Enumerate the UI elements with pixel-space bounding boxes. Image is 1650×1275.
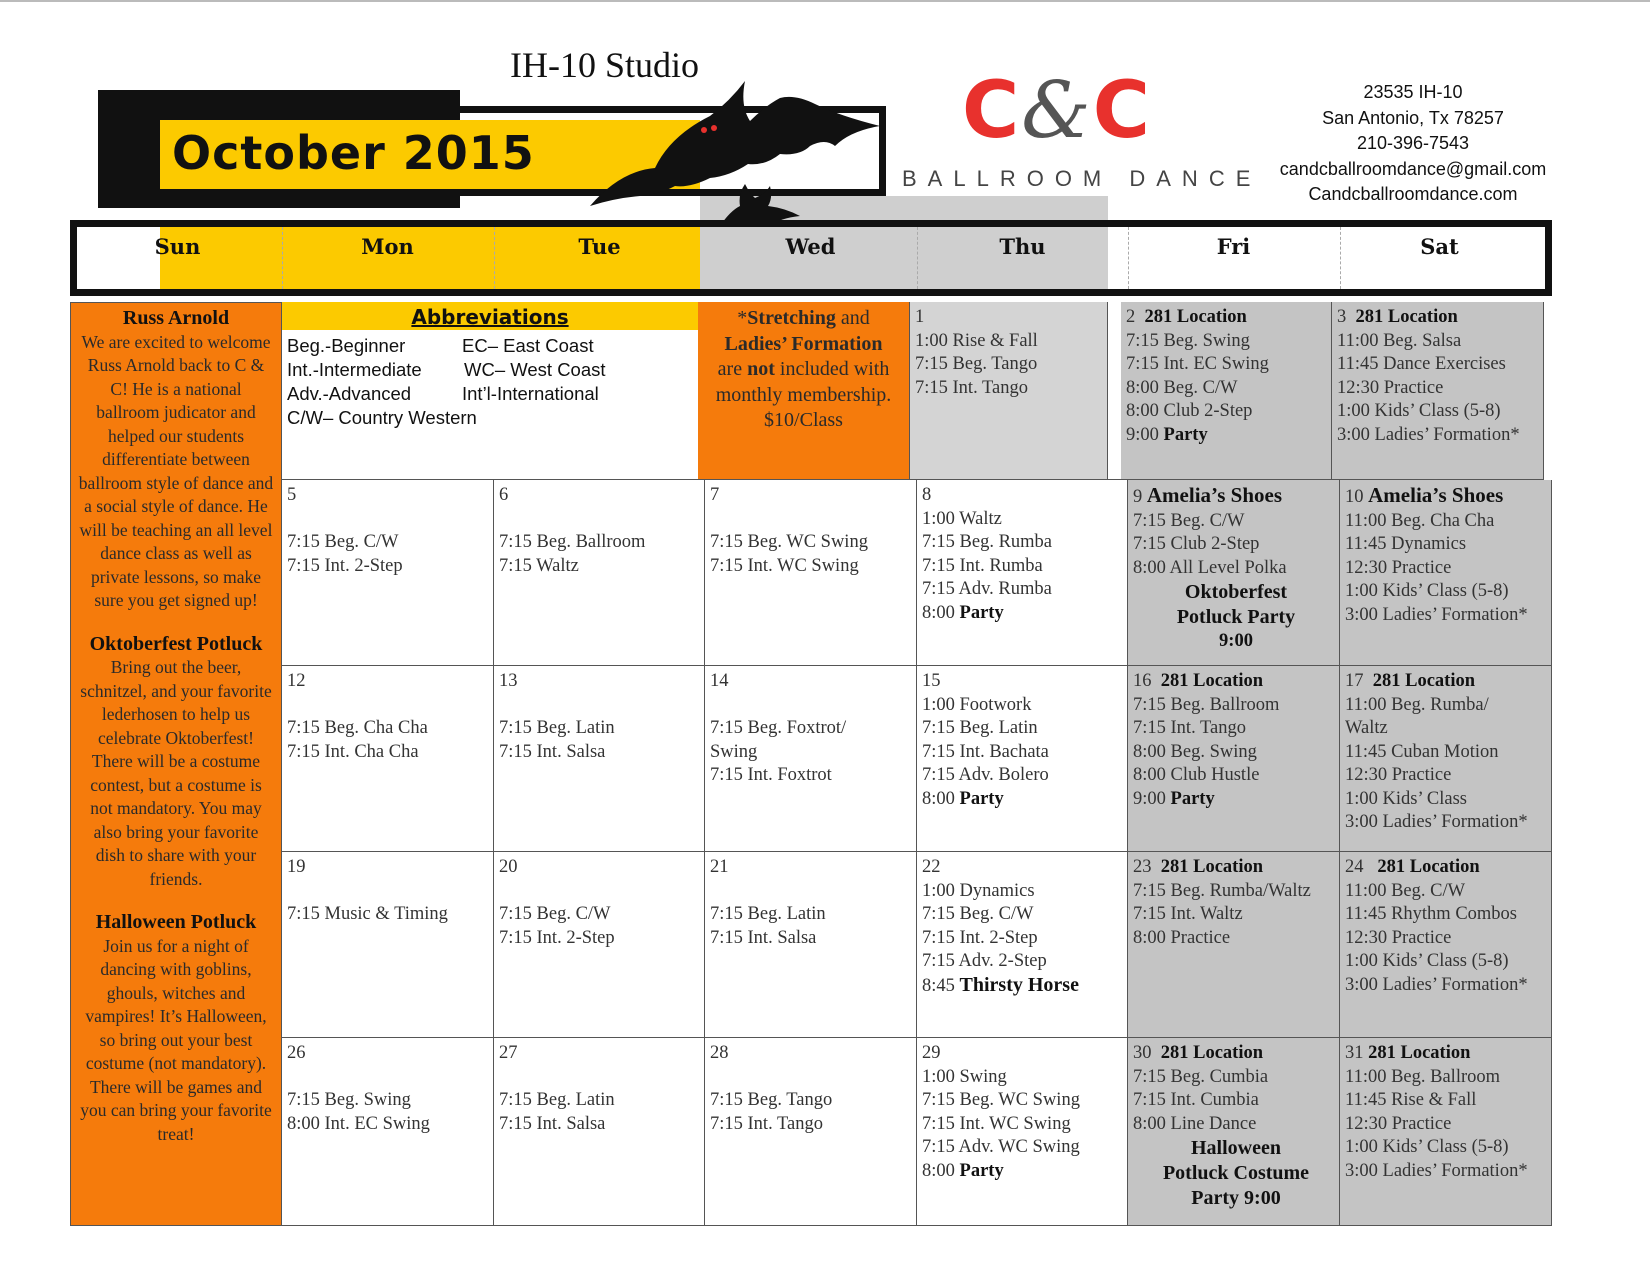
day-number: 20 <box>499 857 518 877</box>
class-line: 11:45 Rise & Fall <box>1345 1090 1477 1110</box>
month-title: October 2015 <box>172 126 535 180</box>
day-cell-12[interactable] <box>282 666 494 852</box>
russ-arnold-text: We are excited to welcome Russ Arnold back to C & C! He is a national ballroom judicator and helped our students differentiate between ballroom style of dance and a social style of dance. He will be teaching an all level dance class as well as private lessons, so make sure you get signed up! <box>78 331 274 610</box>
event-title: Oktoberfest <box>1184 581 1288 603</box>
announcements-sidebar <box>70 302 282 1226</box>
class-line: 7:15 Beg. Swing <box>287 1090 411 1110</box>
party-label: Party <box>959 602 1004 623</box>
day-sun: Sun <box>154 234 201 259</box>
class-line: 7:15 Int. 2-Step <box>287 555 403 576</box>
day-cell-21[interactable] <box>705 852 917 1038</box>
event-time: 9:00 <box>1219 631 1253 651</box>
class-line: 7:15 Adv. WC Swing <box>922 1137 1080 1157</box>
event-subtitle: Potluck Party <box>1176 606 1296 628</box>
class-line: 3:00 Ladies’ Formation* <box>1345 974 1528 995</box>
day-sat: Sat <box>1420 234 1459 259</box>
class-line: 7:15 Beg. Latin <box>710 904 826 924</box>
class-line: 1:00 Waltz <box>922 508 1002 529</box>
contact-info <box>1268 80 1558 208</box>
day-number: 3 <box>1337 307 1347 327</box>
day-cell-30[interactable] <box>1128 1038 1340 1226</box>
class-line: 12:30 Practice <box>1345 765 1452 785</box>
oktoberfest-heading: Oktoberfest Potluck <box>89 632 263 655</box>
event-label: Thirsty Horse <box>959 973 1079 996</box>
location-label: 281 Location <box>1368 1043 1471 1063</box>
class-line: 3:00 Ladies’ Formation* <box>1337 424 1520 445</box>
day-cell-10[interactable] <box>1340 480 1552 666</box>
day-number: 17 <box>1345 671 1364 691</box>
class-line: 7:15 Int. Tango <box>915 377 1028 398</box>
membership-note: *Stretching and Ladies’ Formation are not included with monthly membership. $10/Class <box>698 302 910 480</box>
day-cell-6[interactable] <box>494 480 705 666</box>
email-address[interactable]: candcballroomdance@gmail.com <box>1279 158 1547 179</box>
city-state: San Antonio, Tx 78257 <box>1322 107 1504 128</box>
day-cell-20[interactable] <box>494 852 705 1038</box>
day-cell-15[interactable]: 15 1:00 Footwork 7:15 Beg. Latin 7:15 Int. Bachata 7:15 Adv. Bolero 8:00 Party <box>917 666 1128 852</box>
day-number: 7 <box>710 485 720 505</box>
day-number: 8 <box>922 485 932 505</box>
day-cell-31[interactable] <box>1340 1038 1552 1226</box>
class-line: 3:00 Ladies’ Formation* <box>1345 604 1528 625</box>
class-line: 11:45 Dance Exercises <box>1337 354 1506 374</box>
class-line: 7:15 Int. 2-Step <box>922 927 1038 948</box>
class-line: Waltz <box>1345 718 1388 738</box>
event-time: Party 9:00 <box>1191 1187 1281 1209</box>
day-number: 2 <box>1126 307 1136 327</box>
venue-title: Amelia’s Shoes <box>1368 483 1504 507</box>
venue-title: Amelia’s Shoes <box>1146 483 1283 507</box>
location-label: 281 Location <box>1355 307 1458 327</box>
class-line: 7:15 Int. Tango <box>710 1113 823 1134</box>
event-subtitle: Potluck Costume <box>1162 1162 1310 1184</box>
class-line: 12:30 Practice <box>1337 377 1444 398</box>
class-line: 11:00 Beg. Salsa <box>1337 330 1462 351</box>
day-cell-8[interactable]: 8 1:00 Waltz 7:15 Beg. Rumba 7:15 Int. Rumba 7:15 Adv. Rumba 8:00 Party <box>917 480 1128 666</box>
class-line: 7:15 Int. Salsa <box>499 741 606 762</box>
day-number: 1 <box>915 307 925 327</box>
day-fri: Fri <box>1216 234 1251 259</box>
class-line: 1:00 Kids’ Class (5-8) <box>1345 1137 1509 1157</box>
website[interactable]: Candcballroomdance.com <box>1308 184 1518 204</box>
day-number: 16 <box>1133 671 1152 691</box>
party-label: Party <box>959 1160 1004 1181</box>
class-line: 8:00 Club Hustle <box>1133 765 1260 785</box>
class-line: 1:00 Kids’ Class (5-8) <box>1337 401 1501 421</box>
class-line: 7:15 Int. Rumba <box>922 555 1043 576</box>
class-line: 1:00 Kids’ Class <box>1345 788 1467 809</box>
location-label: 281 Location <box>1160 671 1264 691</box>
class-line: 7:15 Beg. Rumba/Waltz <box>1133 880 1311 901</box>
class-line: 7:15 Int. WC Swing <box>710 555 859 576</box>
day-cell-3[interactable] <box>1332 302 1544 480</box>
day-cell-9[interactable] <box>1128 480 1340 666</box>
class-line: 8:00 Beg. C/W <box>1126 377 1238 398</box>
class-line: 7:15 Beg. Ballroom <box>499 532 646 552</box>
class-line: 7:15 Int. Bachata <box>922 741 1049 762</box>
day-cell-29[interactable]: 29 1:00 Swing 7:15 Beg. WC Swing 7:15 Int. WC Swing 7:15 Adv. WC Swing 8:00 Party <box>917 1038 1128 1226</box>
abbreviations-box <box>282 302 698 480</box>
location-label: 281 Location <box>1144 307 1247 327</box>
location-label: 281 Location <box>1377 857 1480 877</box>
day-cell-2[interactable]: 2 281 Location 7:15 Beg. Swing 7:15 Int. EC Swing 8:00 Beg. C/W 8:00 Club 2-Step 9:00 Party <box>1121 302 1332 480</box>
class-line: 11:00 Beg. Ballroom <box>1345 1066 1501 1087</box>
day-cell-19[interactable] <box>282 852 494 1038</box>
day-number: 5 <box>287 485 297 505</box>
class-line: 1:00 Kids’ Class (5-8) <box>1345 951 1509 971</box>
class-line: 11:45 Cuban Motion <box>1345 741 1499 762</box>
class-line: 12:30 Practice <box>1345 1113 1452 1134</box>
class-line: 7:15 Club 2-Step <box>1133 534 1260 554</box>
class-line: 12:30 Practice <box>1345 927 1452 948</box>
day-cell-13[interactable] <box>494 666 705 852</box>
day-number: 9 <box>1133 487 1143 507</box>
day-number: 29 <box>922 1043 941 1063</box>
class-line: 7:15 Beg. Cha Cha <box>287 718 428 738</box>
class-line: 7:15 Beg. Latin <box>922 718 1038 738</box>
class-line: 7:15 Waltz <box>499 555 579 576</box>
abbr-item: C/W– Country Western <box>287 407 477 428</box>
day-number: 10 <box>1345 487 1364 507</box>
class-line: 7:15 Music & Timing <box>287 904 448 924</box>
class-line: 7:15 Beg. WC Swing <box>710 532 868 552</box>
class-line: 3:00 Ladies’ Formation* <box>1345 812 1528 832</box>
day-number: 26 <box>287 1043 306 1063</box>
day-mon: Mon <box>361 234 414 259</box>
day-wed: Wed <box>785 234 836 259</box>
class-line: 7:15 Int. Cha Cha <box>287 741 419 762</box>
day-tue: Tue <box>578 234 621 259</box>
logo-subtitle: BALLROOM DANCE <box>902 166 1262 191</box>
class-line: 7:15 Beg. C/W <box>287 532 399 552</box>
class-line: 7:15 Beg. Swing <box>1126 330 1250 351</box>
class-line: 7:15 Beg. Cumbia <box>1133 1066 1269 1087</box>
day-number: 6 <box>499 485 509 505</box>
day-cell-27[interactable] <box>494 1038 705 1226</box>
class-line: 7:15 Beg. Rumba <box>922 532 1053 552</box>
class-line: 7:15 Int. EC Swing <box>1126 354 1269 374</box>
party-label: Party <box>1163 424 1208 445</box>
class-line: 7:15 Beg. C/W <box>922 904 1034 924</box>
logo: C&C <box>962 66 1152 156</box>
day-cell-16[interactable]: 16 281 Location 7:15 Beg. Ballroom 7:15 Int. Tango 8:00 Beg. Swing 8:00 Club Hustle 9:00 Party <box>1128 666 1340 852</box>
class-line: 7:15 Beg. WC Swing <box>922 1090 1080 1110</box>
class-line: 7:15 Beg. C/W <box>499 904 611 924</box>
day-cell-28[interactable] <box>705 1038 917 1226</box>
bat-icon <box>580 76 890 236</box>
day-cell-14[interactable] <box>705 666 917 852</box>
oktoberfest-text: Bring out the beer, schnitzel, and your favorite lederhosen to help us celebrate Oktoberfest! There will be a costume contest, but a costume is not mandatory. You may also bring your favorite dish to share with your friends. <box>80 657 272 889</box>
class-line: 12:30 Practice <box>1345 557 1452 578</box>
street-address: 23535 IH-10 <box>1363 82 1463 102</box>
day-cell-17[interactable] <box>1340 666 1552 852</box>
class-line: 7:15 Int. Waltz <box>1133 904 1243 924</box>
phone-number: 210-396-7543 <box>1356 133 1470 153</box>
class-line: 7:15 Beg. Latin <box>499 718 615 738</box>
day-number: 19 <box>287 857 306 877</box>
class-line: 7:15 Int. Foxtrot <box>710 765 832 785</box>
abbr-item: Int.-Intermediate <box>287 359 422 380</box>
class-price: $10/Class <box>764 409 843 431</box>
class-line: 1:00 Footwork <box>922 694 1032 715</box>
day-cell-22[interactable]: 22 1:00 Dynamics 7:15 Beg. C/W 7:15 Int. 2-Step 7:15 Adv. 2-Step 8:45 Thirsty Horse <box>917 852 1128 1038</box>
class-line: 7:15 Int. Salsa <box>499 1113 606 1134</box>
party-label: Party <box>1170 788 1215 809</box>
abbr-item: WC– West Coast <box>464 359 606 380</box>
abbr-item: Int’l-International <box>462 383 599 404</box>
day-cell-7[interactable] <box>705 480 917 666</box>
class-line: 7:15 Beg. Latin <box>499 1090 615 1110</box>
day-number: 22 <box>922 857 941 877</box>
class-line: Swing <box>710 741 758 762</box>
day-number: 24 <box>1345 857 1364 877</box>
note-ladies-formation: Ladies’ Formation <box>724 332 883 355</box>
day-number: 13 <box>499 671 518 691</box>
day-cell-5[interactable] <box>282 480 494 666</box>
class-line: 1:00 Swing <box>922 1066 1007 1087</box>
day-number: 30 <box>1133 1043 1152 1063</box>
day-number: 21 <box>710 857 729 877</box>
day-number: 28 <box>710 1043 729 1063</box>
abbr-item: Beg.-Beginner <box>287 335 406 356</box>
day-number: 23 <box>1133 857 1152 877</box>
abbr-item: Adv.-Advanced <box>287 383 412 404</box>
day-cell-24[interactable] <box>1340 852 1552 1038</box>
class-line: 1:00 Rise & Fall <box>915 330 1038 351</box>
note-stretching: Stretching <box>747 307 836 329</box>
class-line: 7:15 Int. WC Swing <box>922 1113 1071 1134</box>
class-line: 7:15 Adv. 2-Step <box>922 951 1047 971</box>
halloween-heading: Halloween Potluck <box>95 911 257 933</box>
class-line: 11:45 Rhythm Combos <box>1345 904 1518 924</box>
class-line: 7:15 Beg. C/W <box>1133 510 1245 531</box>
class-line: 3:00 Ladies’ Formation* <box>1345 1160 1528 1181</box>
class-line: 8:00 Practice <box>1133 927 1231 948</box>
class-line: 7:15 Beg. Ballroom <box>1133 694 1280 715</box>
class-line: 8:00 Club 2-Step <box>1126 401 1253 421</box>
studio-name: IH-10 Studio <box>510 45 699 85</box>
class-line: 7:15 Beg. Tango <box>710 1090 833 1110</box>
top-border <box>0 0 1650 2</box>
class-line: 8:00 Line Dance <box>1133 1113 1257 1134</box>
location-label: 281 Location <box>1160 857 1264 877</box>
halloween-text: Join us for a night of dancing with goblins, ghouls, witches and vampires! It’s Halloween, so bring out your best costume (not mandatory). There will be games and you can bring your favorite treat! <box>80 935 272 1144</box>
location-label: 281 Location <box>1160 1043 1264 1063</box>
class-line: 11:45 Dynamics <box>1345 534 1467 554</box>
day-number: 27 <box>499 1043 518 1063</box>
day-thu: Thu <box>999 234 1046 259</box>
class-line: 7:15 Adv. Rumba <box>922 579 1052 599</box>
class-line: 1:00 Dynamics <box>922 880 1035 901</box>
class-line: 7:15 Int. Tango <box>1133 718 1246 738</box>
abbr-item: EC– East Coast <box>462 335 594 356</box>
class-line: 7:15 Int. Salsa <box>710 927 817 948</box>
russ-arnold-heading: Russ Arnold <box>122 307 230 329</box>
day-cell-23[interactable] <box>1128 852 1340 1038</box>
event-title: Halloween <box>1191 1137 1281 1159</box>
location-label: 281 Location <box>1372 671 1476 691</box>
day-number: 15 <box>922 671 941 691</box>
class-line: 7:15 Adv. Bolero <box>922 765 1049 785</box>
class-line: 11:00 Beg. Cha Cha <box>1345 510 1495 531</box>
class-line: 7:15 Beg. Tango <box>915 354 1038 374</box>
day-number: 14 <box>710 671 729 691</box>
day-cell-1[interactable] <box>910 302 1108 480</box>
class-line: 8:00 All Level Polka <box>1133 557 1287 578</box>
day-number: 31 <box>1345 1043 1364 1063</box>
class-line: 7:15 Int. 2-Step <box>499 927 615 948</box>
class-line: 11:00 Beg. C/W <box>1345 880 1466 901</box>
day-cell-26[interactable] <box>282 1038 494 1226</box>
class-line: 8:00 Int. EC Swing <box>287 1113 430 1134</box>
party-label: Party <box>959 788 1004 809</box>
class-line: 1:00 Kids’ Class (5-8) <box>1345 581 1509 601</box>
class-line: 7:15 Beg. Foxtrot/ <box>710 718 847 738</box>
abbreviations-title: Abbreviations <box>282 302 698 330</box>
class-line: 11:00 Beg. Rumba/ <box>1345 694 1489 715</box>
class-line: 7:15 Int. Cumbia <box>1133 1090 1259 1110</box>
day-number: 12 <box>287 671 306 691</box>
class-line: 8:00 Beg. Swing <box>1133 741 1257 762</box>
